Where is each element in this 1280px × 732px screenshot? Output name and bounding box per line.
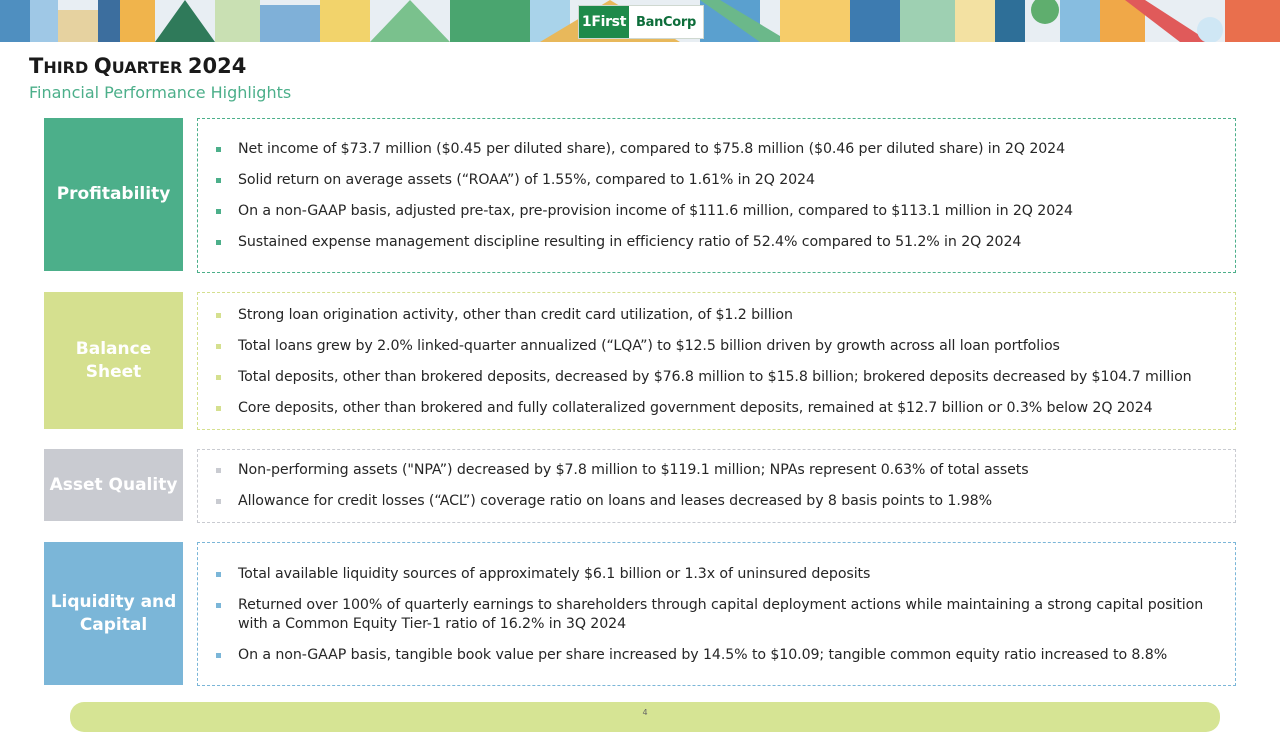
list-item: Returned over 100% of quarterly earnings to shareholders through capital deployment actions while maintaining a strong capital position with a Common Equity Tier-1 ratio of 16.2% in 3Q 2024	[198, 596, 1219, 634]
list-item: Net income of $73.7 million ($0.45 per diluted share), compared to $75.8 million ($0.46 per diluted share) in 2Q 2024	[198, 140, 1235, 159]
logo-wordmark: BanCorp	[635, 14, 697, 30]
list-item: On a non-GAAP basis, adjusted pre-tax, pre-provision income of $111.6 million, compared to $113.1 million in 2Q 2024	[198, 202, 1235, 221]
list-item: Allowance for credit losses (“ACL”) coverage ratio on loans and leases decreased by 8 basis points to 1.98%	[198, 492, 1235, 511]
section-content-asset-quality	[197, 449, 1236, 523]
list-item: Total loans grew by 2.0% linked-quarter annualized (“LQA”) to $12.5 billion driven by growth across all loan portfolios	[198, 337, 1235, 356]
list-item: Sustained expense management discipline resulting in efficiency ratio of 52.4% compared to 51.2% in 2Q 2024	[198, 233, 1235, 252]
page-title: THIRD QUARTER 2024	[29, 54, 247, 78]
section-content-profitability	[197, 118, 1236, 273]
header-banner	[0, 0, 1280, 42]
section-content-balance-sheet	[197, 292, 1236, 430]
list-item: Total deposits, other than brokered deposits, decreased by $76.8 million to $15.8 billion; brokered deposits decreased by $104.7 million	[198, 368, 1235, 387]
section-content-liquidity-capital	[197, 542, 1236, 686]
list-item: Total available liquidity sources of approximately $6.1 billion or 1.3x of uninsured deposits	[198, 565, 1219, 584]
section-label-balance-sheet: Balance Sheet	[44, 292, 183, 429]
firstbancorp-logo	[578, 5, 704, 39]
section-label-asset-quality: Asset Quality	[44, 449, 183, 521]
list-item: Solid return on average assets (“ROAA”) of 1.55%, compared to 1.61% in 2Q 2024	[198, 171, 1235, 190]
logo-mark: 1First	[579, 6, 629, 38]
list-item: Core deposits, other than brokered and fully collateralized government deposits, remained at $12.7 billion or 0.3% below 2Q 2024	[198, 399, 1235, 418]
list-item: On a non-GAAP basis, tangible book value per share increased by 14.5% to $10.09; tangible common equity ratio increased to 8.8%	[198, 646, 1219, 665]
page-subtitle: Financial Performance Highlights	[29, 83, 292, 102]
list-item: Non-performing assets ("NPA”) decreased by $7.8 million to $119.1 million; NPAs represent 0.63% of total assets	[198, 461, 1235, 480]
section-label-profitability: Profitability	[44, 118, 183, 271]
footer-bar	[70, 702, 1220, 732]
section-label-liquidity-capital: Liquidity and Capital	[44, 542, 183, 685]
page-number: 4	[642, 708, 648, 717]
list-item: Strong loan origination activity, other than credit card utilization, of $1.2 billion	[198, 306, 1235, 325]
